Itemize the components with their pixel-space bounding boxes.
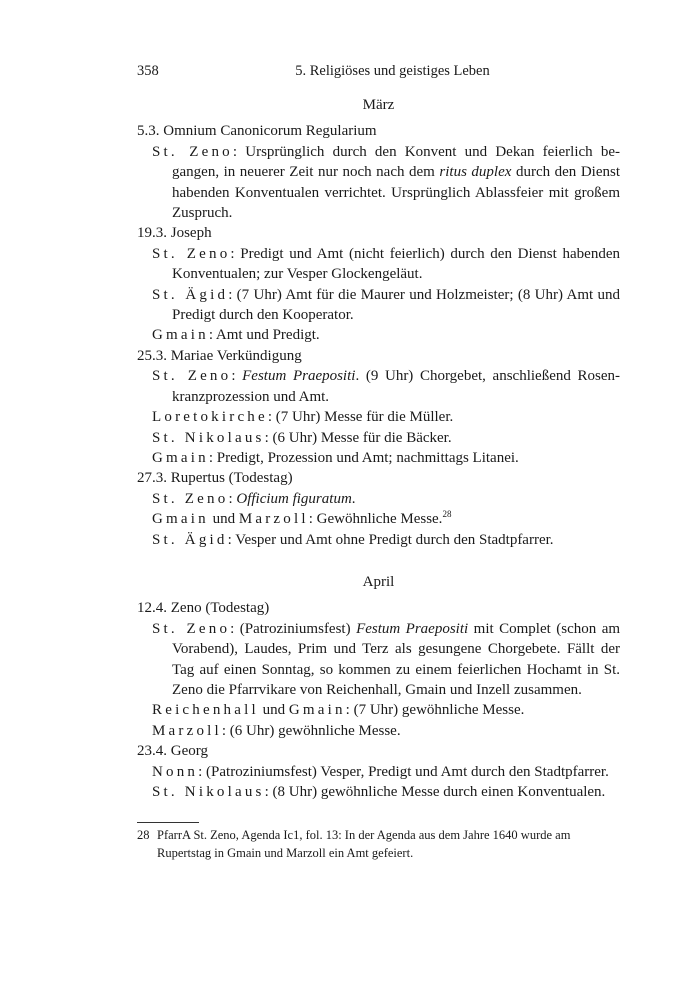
church-name: St. Zeno <box>152 368 232 385</box>
footnote-marker[interactable]: 28 <box>442 509 452 520</box>
church-name: Loretokirche <box>152 409 268 426</box>
page-number: 358 <box>137 63 159 79</box>
church-name: St. Zeno <box>152 245 231 262</box>
church-name: St. Ägid <box>152 286 229 303</box>
church-entry: Marzoll: (6 Uhr) gewöhnliche Messe. <box>152 722 401 739</box>
church-entry: Gmain und Marzoll: Gewöhnliche Messe.$^{28}$ <box>152 509 452 528</box>
church-name: Gmain <box>152 449 209 466</box>
church-entry: Gmain: Predigt, Prozession und Amt; nachmittags Litanei. <box>152 449 519 466</box>
church-entry: Loretokirche: (7 Uhr) Messe für die Müller. <box>152 409 454 426</box>
feast-date: 23.4. Georg <box>137 743 208 760</box>
church-entry: Reichenhall und Gmain: (7 Uhr) gewöhnliche Messe. <box>152 702 525 719</box>
feast-date: 5.3. Omnium Canonicorum Regularium <box>137 123 377 140</box>
month-heading-april: April <box>362 573 395 590</box>
church-entry: St. Zeno: Predigt und Amt (nicht feierlich) durch den Dienst habenden Konventualen; zur Vesper Glockengeläut. <box>152 245 620 283</box>
church-name: St. Zeno <box>152 490 229 507</box>
feast-date: 25.3. Mariae Verkündigung <box>137 347 302 364</box>
church-name: St. Zeno <box>152 620 231 637</box>
church-name: St. Nikolaus <box>152 429 265 446</box>
church-name: Marzoll <box>238 511 309 528</box>
church-entry: St. Zeno: Officium figuratum. <box>152 490 356 507</box>
church-entry: St. Zeno: Festum Praepositi. (9 Uhr) Chorgebet, anschließend Rosenkranzprozession und Amt. <box>152 368 620 405</box>
church-name: Gmain <box>152 327 209 344</box>
church-entry: St. Zeno: Ursprünglich durch den Konvent und Dekan feierlich begangen, in neuerer Zeit nur noch nach dem ritus duplex durch den Dienst habenden Konventualen verrichtet. Ursprünglich Ablassfeier mit großem Zuspruch. <box>152 143 620 222</box>
footnote-number: 28 <box>137 828 150 842</box>
church-name: Gmain <box>288 702 346 719</box>
church-name: St. Nikolaus <box>152 784 265 800</box>
church-name: Gmain <box>152 511 209 528</box>
calendar-content <box>137 95 620 802</box>
page-header <box>137 63 620 83</box>
church-entry: St. Ägid: Vesper und Amt ohne Predigt durch den Stadtpfarrer. <box>152 531 554 548</box>
church-name: St. Zeno <box>152 143 233 160</box>
church-name: Nonn <box>152 763 199 780</box>
church-name: Marzoll <box>152 722 222 739</box>
footnote-rule <box>137 822 199 823</box>
church-name: Reichenhall <box>152 702 259 719</box>
church-entry: Nonn: (Patroziniumsfest) Vesper, Predigt und Amt durch den Stadtpfarrer. <box>152 763 609 780</box>
church-entry: St. Nikolaus: (8 Uhr) gewöhnliche Messe durch einen Konventualen. <box>152 784 606 800</box>
feast-date: 12.4. Zeno (Todestag) <box>137 600 270 617</box>
running-head: 5. Religiöses und geistiges Leben <box>295 63 490 79</box>
church-entry: St. Nikolaus: (6 Uhr) Messe für die Bäcker. <box>152 429 452 446</box>
church-entry: Gmain: Amt und Predigt. <box>152 327 320 344</box>
month-heading-maerz: März <box>362 97 395 113</box>
footnote-text: PfarrA St. Zeno, Agenda Ic1, fol. 13: In der Agenda aus dem Jahre 1640 wurde am Rupertstag in Gmain und Marzoll ein Amt gefeiert. <box>157 828 571 860</box>
section-gap <box>137 550 620 572</box>
feast-date: 19.3. Joseph <box>137 225 212 242</box>
church-entry: St. Zeno: (Patroziniumsfest) Festum Praepositi mit Complet (schon am Vorabend), Laudes, Prim und Terz als gesungene Chorgebete. Fällt der Tag auf einen Sonntag, so kommen zu einem feierlichen Hochamt in St. Zeno die Pfarrvikare von Reichenhall, Gmain und Inzell zusammen. <box>152 620 621 698</box>
church-entry: St. Ägid: (7 Uhr) Amt für die Maurer und Holzmeister; (8 Uhr) Amt und Predigt durch den Kooperator. <box>152 286 620 324</box>
footnote <box>137 827 620 862</box>
feast-date: 27.3. Rupertus (Todestag) <box>137 470 293 487</box>
church-name: St. Ägid <box>152 531 228 548</box>
